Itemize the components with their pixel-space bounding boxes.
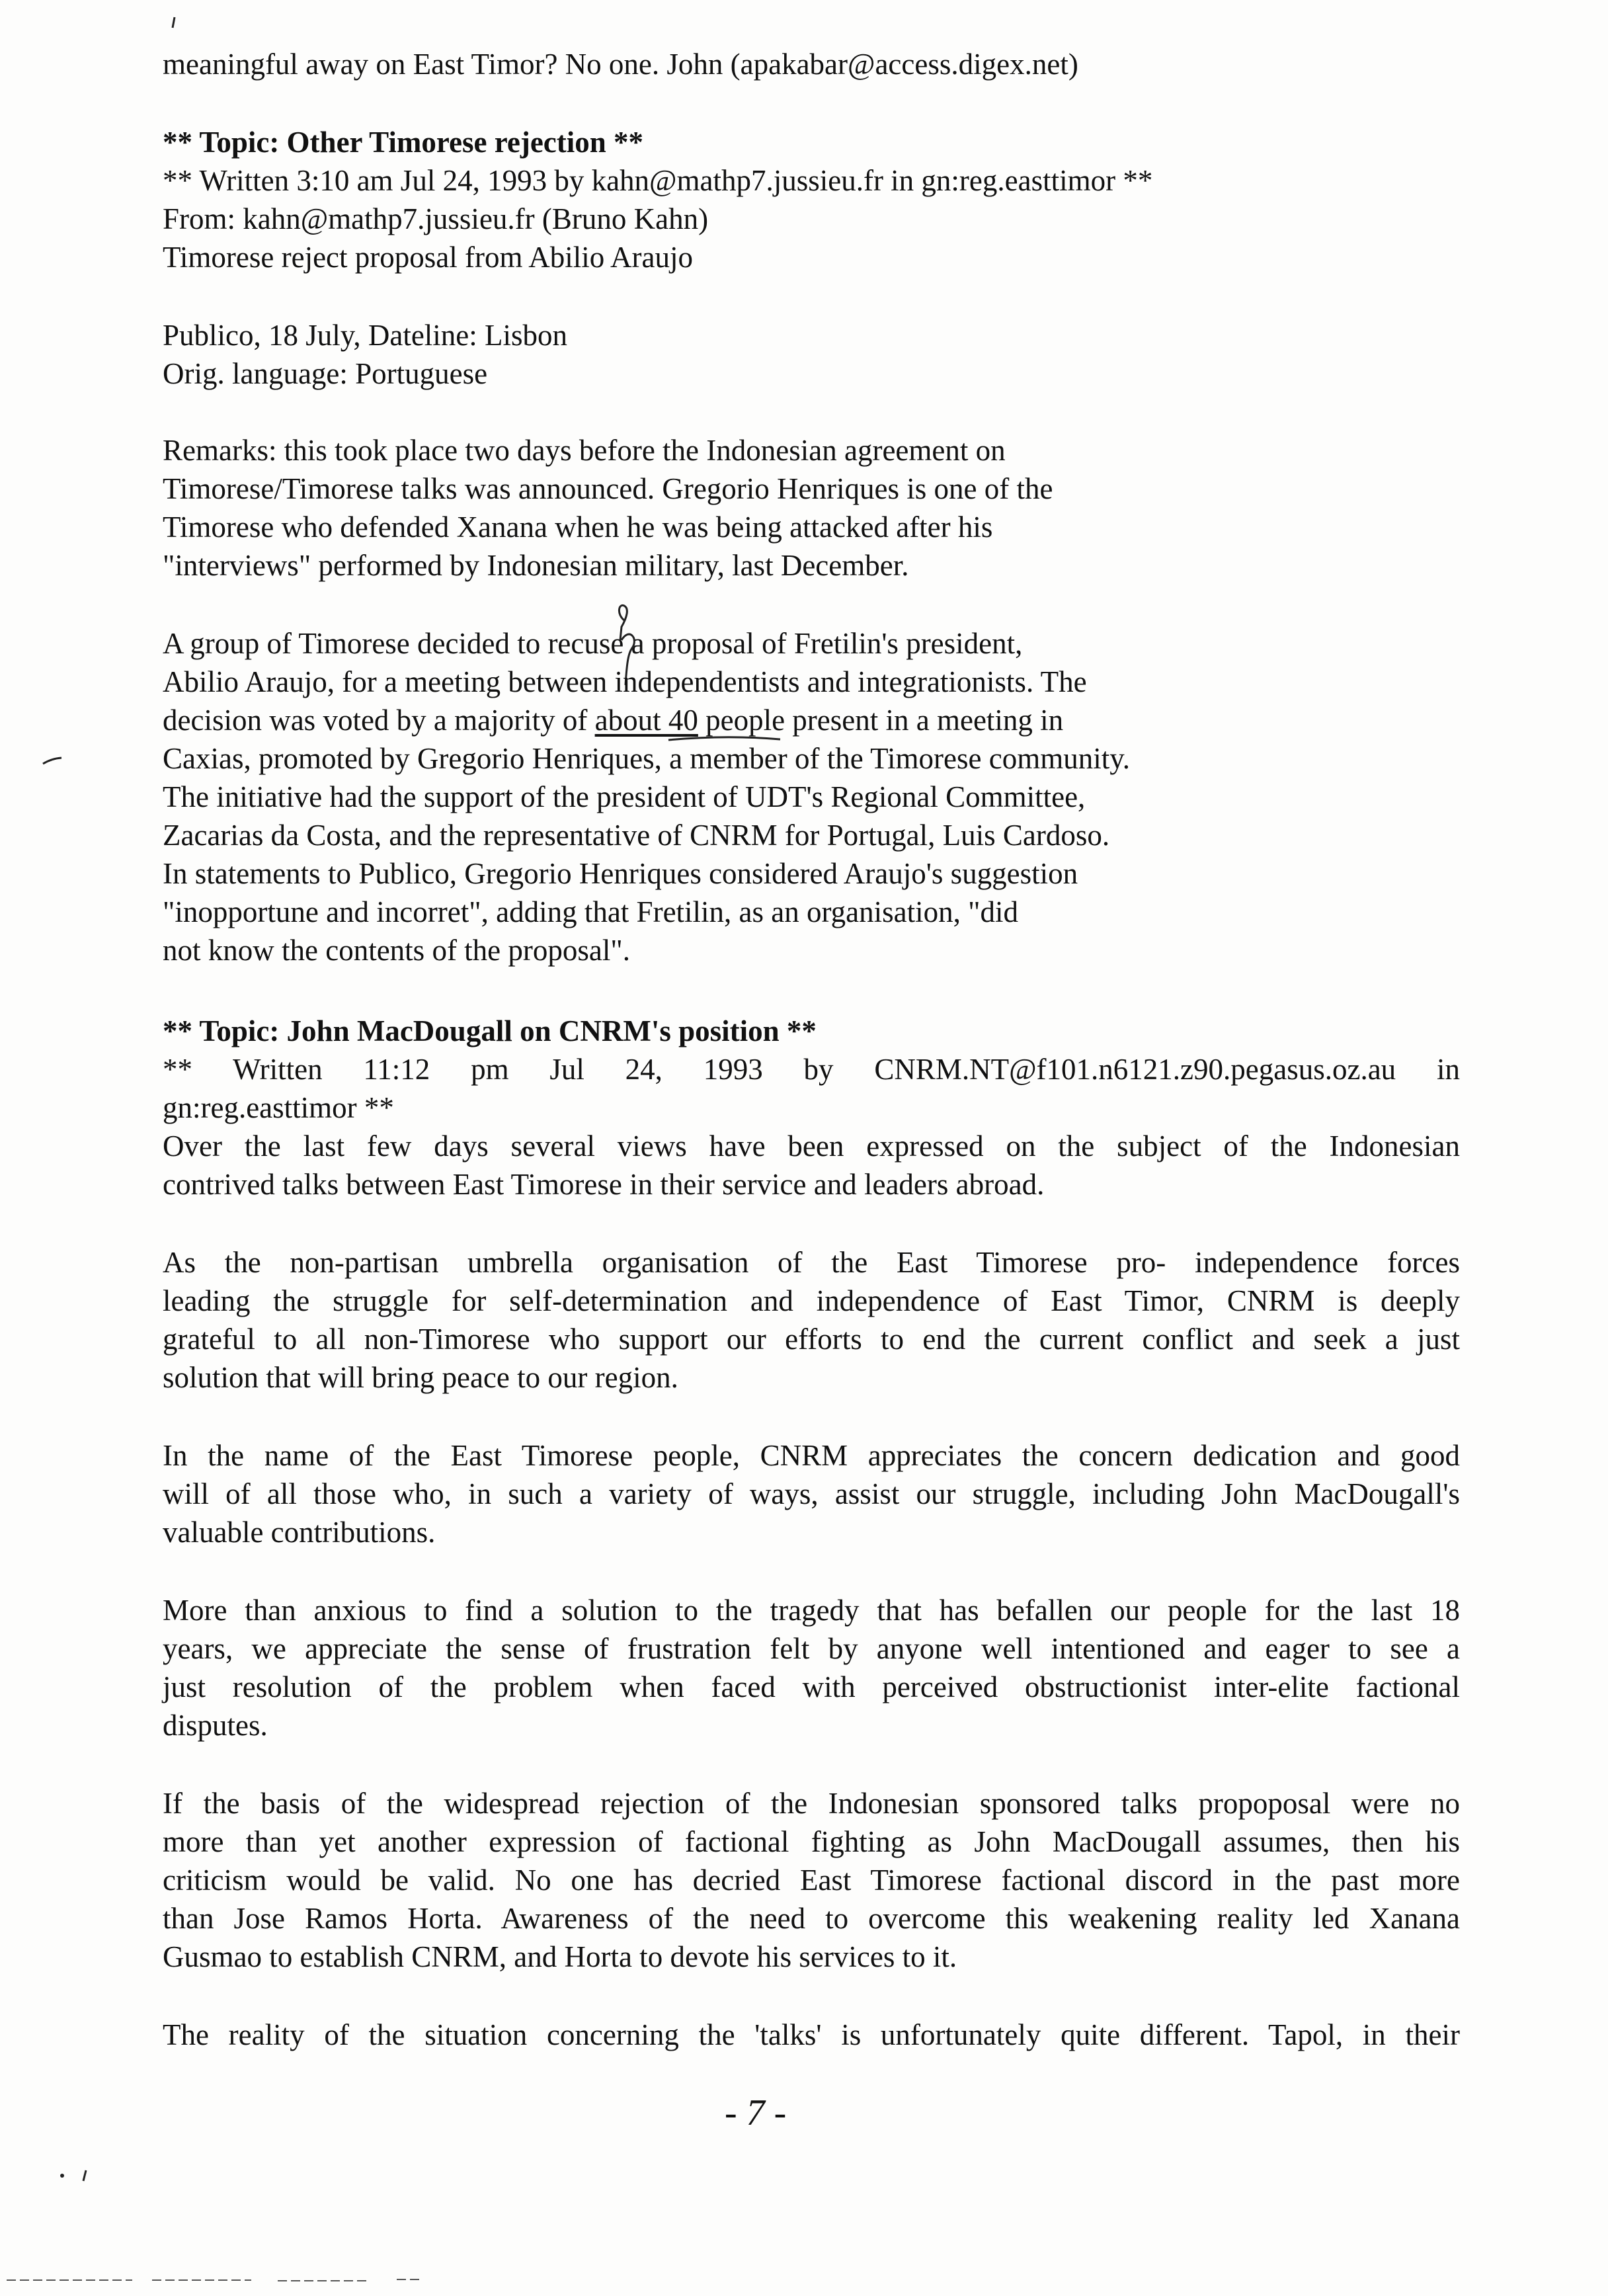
written-line: ** Written 3:10 am Jul 24, 1993 by kahn@mathp7.jussieu.fr in gn:reg.easttimor **: [163, 164, 1153, 197]
remarks-line: Timorese who defended Xanana when he was being attacked after his: [163, 511, 993, 544]
topic-heading: ** Topic: John MacDougall on CNRM's position **: [163, 1014, 817, 1047]
handwritten-underline-mark: [666, 735, 783, 744]
scan-mark-top: [171, 16, 177, 30]
body-text: A group of Timorese decided to re: [163, 627, 571, 660]
paragraph-line: more than yet another expression of factional fighting as John MacDougall assumes, then his: [163, 1825, 1460, 1858]
paragraph-line: grateful to all non-Timorese who support our efforts to end the current conflict and seek a just: [163, 1323, 1460, 1356]
paragraph-line: years, we appreciate the sense of frustration felt by anyone well intentioned and eager to see a: [163, 1632, 1460, 1665]
body-line: Caxias, promoted by Gregorio Henriques, a member of the Timorese community.: [163, 742, 1131, 775]
paragraph-line: just resolution of the problem when faced with perceived obstructionist inter-elite factional: [163, 1670, 1460, 1703]
subject-line: Timorese reject proposal from Abilio Araujo: [163, 241, 693, 274]
body-line: Abilio Araujo, for a meeting between independentists and integrationists. The: [163, 665, 1087, 698]
source-line: Publico, 18 July, Dateline: Lisbon: [163, 319, 568, 352]
paragraph-line: The reality of the situation concerning the 'talks' is unfortunately quite different. Tapol, in their: [163, 2018, 1460, 2051]
paragraph-line: Gusmao to establish CNRM, and Horta to devote his services to it.: [163, 1940, 957, 1973]
paragraph-line: If the basis of the widespread rejection of the Indonesian sponsored talks propoposal were no: [163, 1787, 1460, 1820]
paragraph-line: Over the last few days several views have been expressed on the subject of the Indonesian: [163, 1129, 1460, 1163]
body-line: Zacarias da Costa, and the representative of CNRM for Portugal, Luis Cardoso.: [163, 819, 1110, 852]
paragraph-line: contrived talks between East Timorese in their service and leaders abroad.: [163, 1168, 1045, 1201]
paragraph-line: In the name of the East Timorese people, CNRM appreciates the concern dedication and good: [163, 1439, 1460, 1472]
remarks-line: "interviews" performed by Indonesian military, last December.: [163, 549, 909, 582]
language-line: Orig. language: Portuguese: [163, 357, 488, 390]
paragraph-line: leading the struggle for self-determination and independence of East Timor, CNRM is deeply: [163, 1284, 1460, 1317]
paragraph-line: disputes.: [163, 1709, 268, 1742]
body-line: "inopportune and incorret", adding that Fretilin, as an organisation, "did: [163, 895, 1019, 928]
body-line: In statements to Publico, Gregorio Henriques considered Araujo's suggestion: [163, 857, 1078, 890]
body-line: The initiative had the support of the president of UDT's Regional Committee,: [163, 780, 1086, 813]
body-text: a proposal of Fretilin's president,: [623, 627, 1023, 660]
written-line: ** Written 11:12 pm Jul 24, 1993 by CNRM.NT@f101.n6121.z90.pegasus.oz.au in: [163, 1053, 1460, 1086]
body-text: people present in a meeting in: [698, 704, 1064, 737]
body-line: [163, 624, 1022, 663]
scan-edge-lines: [0, 2275, 1608, 2288]
paragraph-line: will of all those who, in such a variety of ways, assist our struggle, including John MacDougall's: [163, 1477, 1460, 1510]
remarks-line: Remarks: this took place two days before the Indonesian agreement on: [163, 434, 1006, 467]
paragraph-line: solution that will bring peace to our region.: [163, 1361, 678, 1394]
body-text: decision was voted by a majority of: [163, 704, 595, 737]
handwritten-correction: cuse: [571, 627, 624, 660]
margin-dash-mark: [41, 756, 63, 766]
page-number: - 7 -: [725, 2092, 787, 2133]
from-line: From: kahn@mathp7.jussieu.fr (Bruno Kahn): [163, 202, 709, 235]
body-line: [163, 701, 1063, 739]
body-line: not know the contents of the proposal".: [163, 934, 630, 967]
written-line: gn:reg.easttimor **: [163, 1091, 394, 1124]
paragraph-line: valuable contributions.: [163, 1516, 436, 1549]
scan-mark-bottom-left: [57, 2166, 97, 2182]
paragraph-line: criticism would be valid. No one has decried East Timorese factional discord in the past more: [163, 1864, 1460, 1897]
topic-heading: ** Topic: Other Timorese rejection **: [163, 126, 644, 159]
carryover-line: meaningful away on East Timor? No one. John (apakabar@access.digex.net): [163, 48, 1078, 81]
paragraph-line: than Jose Ramos Horta. Awareness of the need to overcome this weakening reality led Xanana: [163, 1902, 1460, 1935]
remarks-line: Timorese/Timorese talks was announced. Gregorio Henriques is one of the: [163, 472, 1053, 505]
paragraph-line: As the non-partisan umbrella organisation of the East Timorese pro- independence forces: [163, 1246, 1460, 1279]
paragraph-line: More than anxious to find a solution to the tragedy that has befallen our people for the last 18: [163, 1594, 1460, 1627]
underlined-text: about 40: [594, 704, 698, 737]
